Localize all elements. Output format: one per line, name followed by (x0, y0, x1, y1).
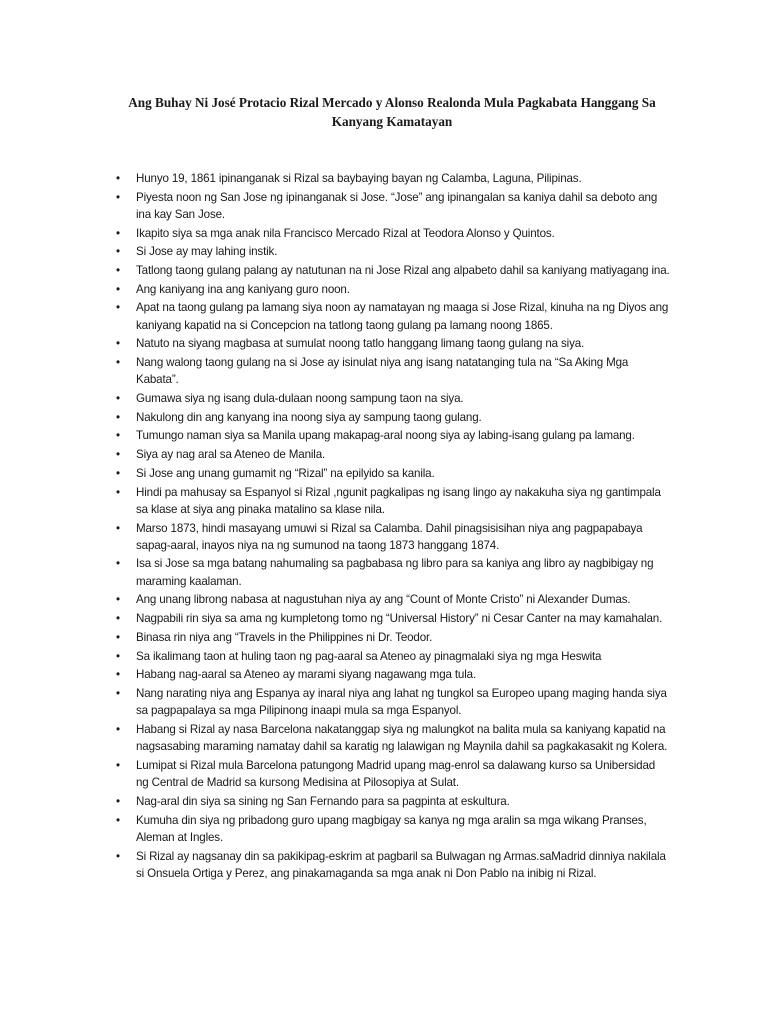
bullet-item: • Nang narating niya ang Espanya ay inaral niya ang lahat ng tungkol sa Europeo upang maging handa siya sa pagpapalaya sa mga Pilipinong inaapi mula sa mga Espanyol. (116, 685, 670, 720)
bullet-item: • Habang si Rizal ay nasa Barcelona nakatanggap siya ng malungkot na balita mula sa kaniyang kapatid na nagsasabing maraming namatay dahil sa karatig ng lalawigan ng Maynila dahil sa pagkakasakit ng Kolera. (116, 721, 670, 756)
bullet-item: • Hindi pa mahusay sa Espanyol si Rizal ,ngunit pagkalipas ng isang lingo ay nakakuha siya ng gantimpala sa klase at siya ang pinaka matalino sa klase nila. (116, 484, 670, 519)
bullet-item: • Isa si Jose sa mga batang nahumaling sa pagbabasa ng libro para sa kaniya ang libro ay nagbibigay ng maraming kaalaman. (116, 555, 670, 590)
bullet-item: • Nang walong taong gulang na si Jose ay isinulat niya ang isang natatanging tula na “Sa Aking Mga Kabata”. (116, 354, 670, 389)
bullet-item: • Ang unang librong nabasa at nagustuhan niya ay ang “Count of Monte Cristo” ni Alexander Dumas. (116, 591, 670, 608)
bullet-item: • Hunyo 19, 1861 ipinanganak si Rizal sa baybaying bayan ng Calamba, Laguna, Pilipinas. (116, 170, 670, 187)
bullet-item: • Nakulong din ang kanyang ina noong siya ay sampung taong gulang. (116, 409, 670, 426)
bullet-item: • Si Jose ay may lahing instik. (116, 243, 670, 260)
document-title: Ang Buhay Ni José Protacio Rizal Mercado y Alonso Realonda Mula Pagkabata Hanggang Sa Kanyang Kamatayan (128, 95, 656, 129)
bullet-item: • Binasa rin niya ang “Travels in the Philippines ni Dr. Teodor. (116, 629, 670, 646)
bullet-item: • Sa ikalimang taon at huling taon ng pag-aaral sa Ateneo ay pinagmalaki siya ng mga Heswita (116, 648, 670, 665)
bullet-item: • Gumawa siya ng isang dula-dulaan noong sampung taon na siya. (116, 390, 670, 407)
bullet-item: • Nagpabili rin siya sa ama ng kumpletong tomo ng “Universal History” ni Cesar Canter na may kamahalan. (116, 610, 670, 627)
bullet-item: • Tumungo naman siya sa Manila upang makapag-aral noong siya ay labing-isang gulang pa lamang. (116, 427, 670, 444)
bullet-list (116, 170, 670, 882)
bullet-item: • Natuto na siyang magbasa at sumulat noong tatlo hanggang limang taong gulang na siya. (116, 335, 670, 352)
bullet-item: • Nag-aral din siya sa sining ng San Fernando para sa pagpinta at eskultura. (116, 793, 670, 810)
bullet-item: • Habang nag-aaral sa Ateneo ay marami siyang nagawang mga tula. (116, 666, 670, 683)
bullet-item: • Tatlong taong gulang palang ay natutunan na ni Jose Rizal ang alpabeto dahil sa kaniyang matiyagang ina. (116, 262, 670, 279)
bullet-item: • Lumipat si Rizal mula Barcelona patungong Madrid upang mag-enrol sa dalawang kurso sa Unibersidad ng Central de Madrid sa kursong Medisina at Pilosopiya at Sulat. (116, 757, 670, 792)
bullet-item: • Si Rizal ay nagsanay din sa pakikipag-eskrim at pagbaril sa Bulwagan ng Armas.saMadrid dinniya nakilala si Onsuela Ortiga y Perez, ang pinakamaganda sa mga anak ni Don Pablo na inibig ni Rizal. (116, 848, 670, 883)
bullet-item: • Si Jose ang unang gumamit ng “Rizal” na epilyido sa kanila. (116, 465, 670, 482)
bullet-item: • Ang kaniyang ina ang kaniyang guro noon. (116, 281, 670, 298)
bullet-item: • Piyesta noon ng San Jose ng ipinanganak si Jose. “Jose” ang ipinangalan sa kaniya dahil sa deboto ang ina kay San Jose. (116, 189, 670, 224)
bullet-item: • Siya ay nag aral sa Ateneo de Manila. (116, 446, 670, 463)
bullet-item: • Ikapito siya sa mga anak nila Francisco Mercado Rizal at Teodora Alonso y Quintos. (116, 225, 670, 242)
bullet-item: • Kumuha din siya ng pribadong guro upang magbigay sa kanya ng mga aralin sa mga wikang Pranses, Aleman at Ingles. (116, 812, 670, 847)
bullet-item: • Apat na taong gulang pa lamang siya noon ay namatayan ng maaga si Jose Rizal, kinuha na ng Diyos ang kaniyang kapatid na si Concepcion na tatlong taong gulang pa lamang noong 1865. (116, 299, 670, 334)
bullet-item: • Marso 1873, hindi masayang umuwi si Rizal sa Calamba. Dahil pinagsisisihan niya ang pagpapabaya sapag-aaral, inayos niya na ng sumunod na taong 1873 hanggang 1874. (116, 520, 670, 555)
